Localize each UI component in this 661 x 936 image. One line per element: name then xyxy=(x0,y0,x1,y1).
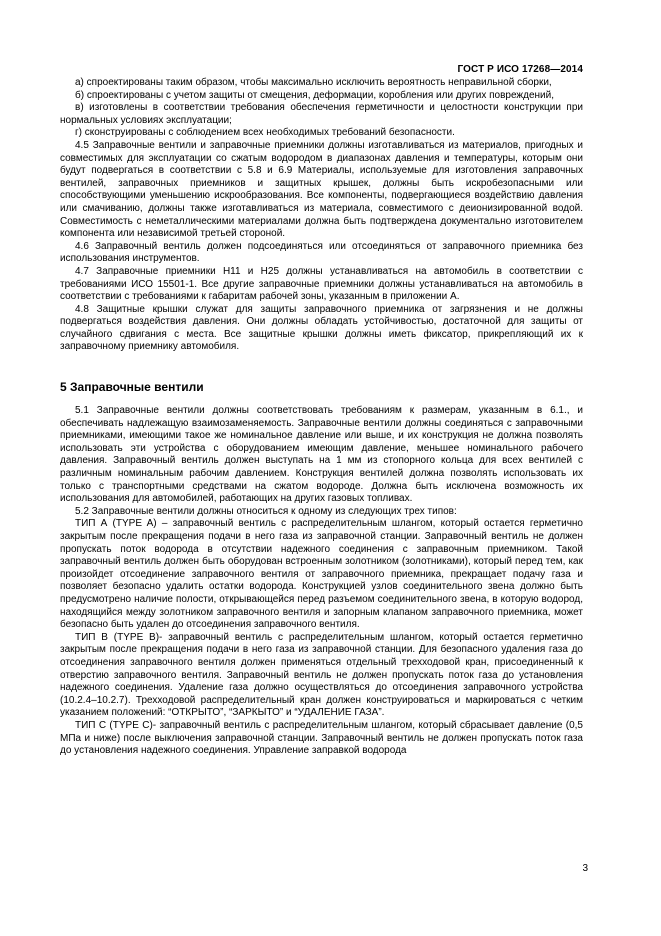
standard-header: ГОСТ Р ИСО 17268—2014 xyxy=(457,64,583,75)
section-title: 5 Заправочные вентили xyxy=(60,380,204,395)
list-item-b: б) спроектированы с учетом защиты от смещения, деформации, коробления или других повреждений, xyxy=(75,89,554,101)
clause-4-6: 4.6 Заправочный вентиль должен подсоединяться или отсоединяться от заправочного приемника без использования инструментов. xyxy=(60,240,583,265)
type-b-paragraph: ТИП В (TYPE B)- заправочный вентиль с распределительным шлангом, который остается герметично закрытым после прекращения подачи в него газа из заправочной станции. Для безопасного удаления газа до отсоединения заправочного вентиля должен применяться отдельный трехходовой кран, присоединенный к отверстию заправочного вентиля. Заправочный вентиль не должен пропускать поток газа до установления надежного соединения. Удаление газа должно осуществляться до отсоединения заправочного устройства (10.2.4–10.2.7). Трехходовой распределительный кран должен конструироваться и маркироваться с четким указанием положений: “ОТКРЫТО”, “ЗАРКЫТО” и “УДАЛЕНИЕ ГАЗА”. xyxy=(60,631,583,719)
list-item-a: а) спроектированы таким образом, чтобы максимально исключить вероятность неправильной сборки, xyxy=(75,77,552,88)
clause-4-7: 4.7 Заправочные приемники Н11 и Н25 должны устанавливаться на автомобиль в соответствии с требованиями ИСО 15501-1. Все другие заправочные приемники должны устанавливаться на автомобиль в соответствии с требованиями к габаритам рабочей зоны, указанным в приложении А. xyxy=(60,265,583,303)
type-a-paragraph: ТИП А (TYPE A) – заправочный вентиль с распределительным шлангом, который остается герметично закрытым после прекращения подачи в него газа из заправочной станции. Заправочный вентиль не должен пропускать поток водорода в отсутствии надежного соединения с заправочным приемником. Такой заправочный вентиль должен быть оборудован встроенным золотником (золотниками), который перед тем, как произойдет отсоединение заправочного вентиля от заправочного приемника, прекращает подачу газа и позволяет безопасно удалить остатки водорода. Конструкцией узлов соединительного звена должно быть предусмотрено наличие полости, открывающейся перед разъемом соединительного звена, в которую водород, находящийся между золотником заправочного вентиля и запорным клапаном заправочного приемника, может безопасно быть удален до отсоединения заправочного вентиля. xyxy=(60,518,583,631)
type-c-paragraph: ТИП С (TYPE C)- заправочный вентиль с распределительным шлангом, который сбрасывает давление (0,5 МПа и ниже) после выключения заправочной станции. Заправочный вентиль не должен пропускать поток газа до установления надежного соединения. Управление заправкой водорода xyxy=(60,719,583,757)
clause-5-2: 5.2 Заправочные вентили должны относиться к одному из следующих трех типов: xyxy=(75,505,457,517)
page-number: 3 xyxy=(582,863,588,874)
list-item-v: в) изготовлены в соответствии требования обеспечения герметичности и целостности конструкции при нормальных условиях эксплуатации; xyxy=(60,102,583,126)
document-body xyxy=(60,77,583,758)
clause-5-1: 5.1 Заправочные вентили должны соответствовать требованиям к размерам, указанным в 6.1., и обеспечивать надлежащую взаимозаменяемость. Заправочные вентили должны соединяться с заправочными приемниками, имеющими такое же номинальное давление или выше, и их конструкция не должна позволять использовать эти устройства с оборудованием имеющим давление, меньшее номинального рабочего давления. Заправочный вентиль должен выступать на 1 мм из стопорного кольца для всех вентилей с различным номинальным рабочим давлением. Конструкция вентилей должна позволять использовать их только с транспортными средствами на сжатом водороде. Должна быть исключена возможность их использования для автомобилей, работающих на других газовых топливах. xyxy=(60,405,583,505)
list-item-g: г) сконструированы с соблюдением всех необходимых требований безопасности. xyxy=(75,127,455,139)
clause-4-5: 4.5 Заправочные вентили и заправочные приемники должны изготавливаться из материалов, пригодных и совместимых для эксплуатации со сжатым водородом в диапазонах давления и температуры, которым они будут подвергаться в соответствии с 5.8 и 6.9 Материалы, используемые для изготовления заправочных вентилей, заправочных приемников и защитных крышек, должны быть искробезопасными или способствующими уменьшению искрообразования. Все компоненты, подвергающиеся воздействию давления или смачиванию, должны также изготавливаться из материала, совместимого с деионизированной водой. Совместимость с неметаллическими материалами должна быть подтверждена документально изготовителем компонента или независимой третьей стороной. xyxy=(60,139,583,240)
clause-4-8: 4.8 Защитные крышки служат для защиты заправочного приемника от загрязнения и не должны подвергаться воздействия давления. Они должны обладать устойчивостью, достаточной для защиты от случайного сдвигания с места. Все защитные крышки должны иметь фиксатор, прикрепляющий их к заправочному приемнику автомобиля. xyxy=(60,303,583,353)
